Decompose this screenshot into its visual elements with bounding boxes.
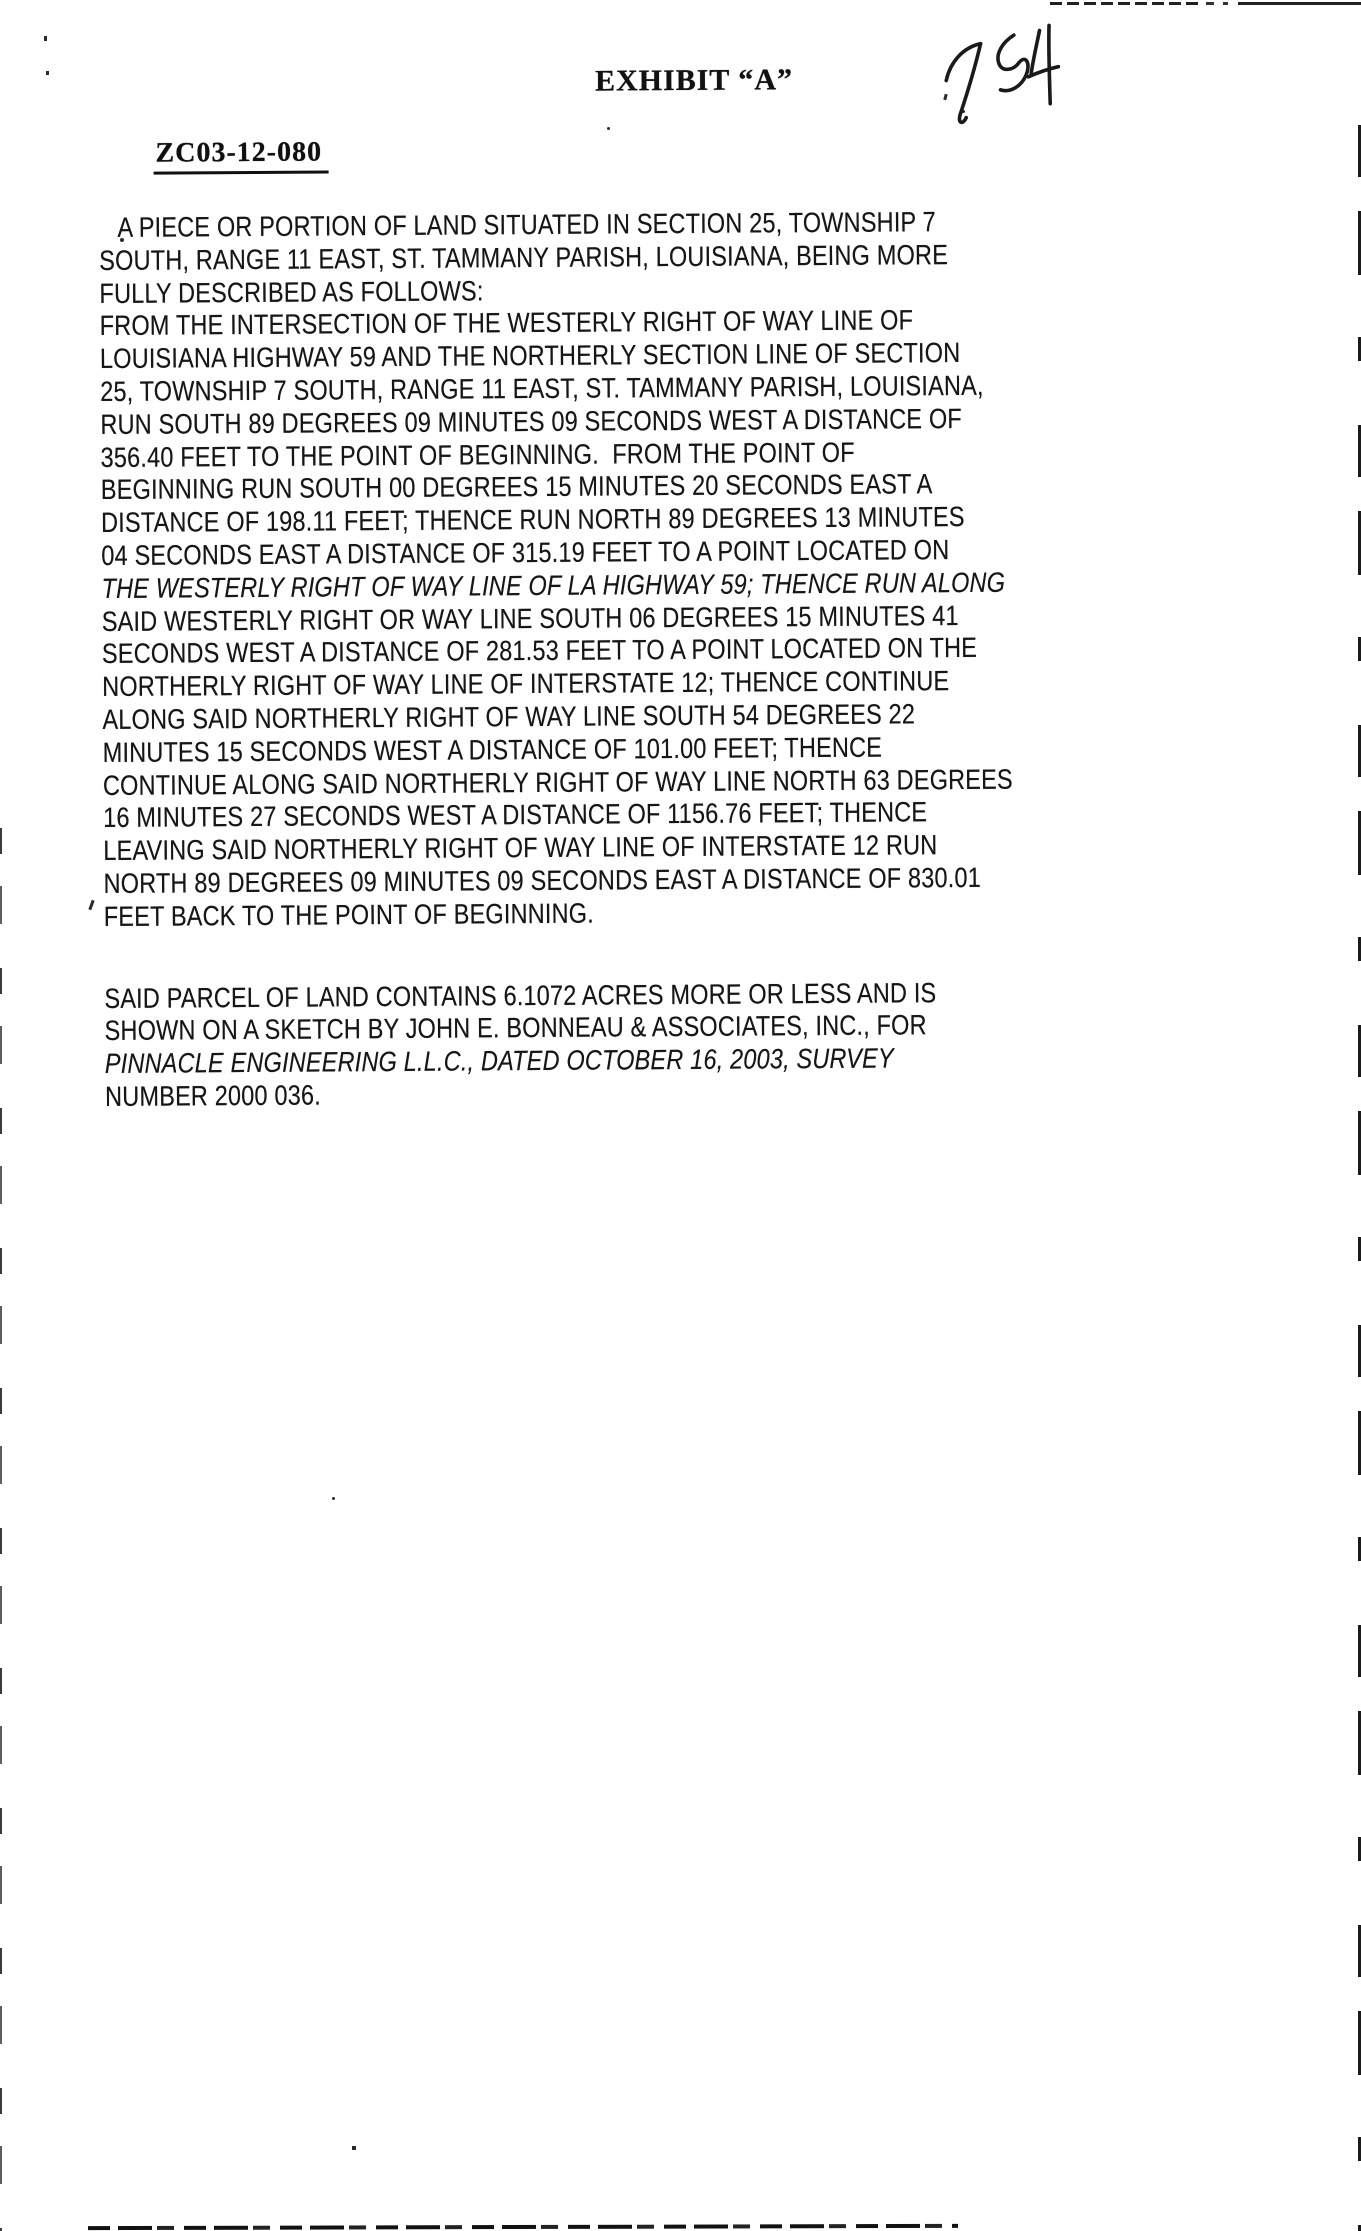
text-line: LEAVING SAID NORTHERLY RIGHT OF WAY LINE OF INTERSTATE 12 RUN [103, 829, 938, 867]
text-line: SOUTH, RANGE 11 EAST, ST. TAMMANY PARISH, LOUISIANA, BEING MORE [99, 238, 949, 276]
text-line: CONTINUE ALONG SAID NORTHERLY RIGHT OF WAY LINE NORTH 63 DEGREES [102, 763, 1013, 801]
text-line: 16 MINUTES 27 SECONDS WEST A DISTANCE OF 1156.76 FEET; THENCE [103, 796, 928, 834]
metes-and-bounds-paragraph [99, 206, 1028, 934]
text-line: SAID PARCEL OF LAND CONTAINS 6.1072 ACRES MORE OR LESS AND IS [104, 976, 937, 1014]
exhibit-title: EXHIBIT “A” [594, 63, 794, 98]
text-line: 04 SECONDS EAST A DISTANCE OF 315.19 FEET TO A POINT LOCATED ON [101, 534, 950, 572]
text-line: NUMBER 2000 036. [104, 1079, 321, 1112]
text-line: FROM THE INTERSECTION OF THE WESTERLY RIGHT OF WAY LINE OF [99, 304, 914, 342]
text-line: DISTANCE OF 198.11 FEET; THENCE RUN NORTH 89 DEGREES 13 MINUTES [100, 501, 965, 539]
text-line: RUN SOUTH 89 DEGREES 09 MINUTES 09 SECONDS WEST A DISTANCE OF [100, 402, 962, 440]
text-line: LOUISIANA HIGHWAY 59 AND THE NORTHERLY SECTION LINE OF SECTION [99, 337, 961, 375]
text-line: SAID WESTERLY RIGHT OR WAY LINE SOUTH 06 DEGREES 15 MINUTES 41 [101, 599, 959, 637]
text-line: THE WESTERLY RIGHT OF WAY LINE OF LA HIGHWAY 59; THENCE RUN ALONG [101, 566, 1006, 604]
text-line: MINUTES 15 SECONDS WEST A DISTANCE OF 101.00 FEET; THENCE [102, 731, 883, 768]
text-line: 356.40 FEET TO THE POINT OF BEGINNING. FROM THE POINT OF [100, 436, 855, 473]
text-line: A PIECE OR PORTION OF LAND SITUATED IN SECTION 25, TOWNSHIP 7 [117, 206, 936, 243]
text-line: NORTH 89 DEGREES 09 MINUTES 09 SECONDS EAST A DISTANCE OF 830.01 [103, 861, 982, 899]
legal-description [99, 206, 1029, 1114]
text-line: ALONG SAID NORTHERLY RIGHT OF WAY LINE SOUTH 54 DEGREES 22 [102, 698, 916, 735]
text-line: SECONDS WEST A DISTANCE OF 281.53 FEET TO A POINT LOCATED ON THE [101, 632, 978, 670]
text-line: PINNACLE ENGINEERING L.L.C., DATED OCTOBER 16, 2003, SURVEY [104, 1042, 894, 1080]
acreage-paragraph [104, 976, 1029, 1114]
case-number: ZC03-12-080 [153, 136, 328, 174]
text-line: BEGINNING RUN SOUTH 00 DEGREES 15 MINUTES 20 SECONDS EAST A [100, 468, 933, 506]
text-line: FULLY DESCRIBED AS FOLLOWS: [99, 274, 484, 309]
text-line: 25, TOWNSHIP 7 SOUTH, RANGE 11 EAST, ST. TAMMANY PARISH, LOUISIANA, [100, 369, 984, 408]
text-line: NORTHERLY RIGHT OF WAY LINE OF INTERSTATE 12; THENCE CONTINUE [102, 665, 950, 703]
text-line: FEET BACK TO THE POINT OF BEGINNING. [103, 897, 594, 932]
text-line: SHOWN ON A SKETCH BY JOHN E. BONNEAU & ASSOCIATES, INC., FOR [104, 1009, 927, 1047]
